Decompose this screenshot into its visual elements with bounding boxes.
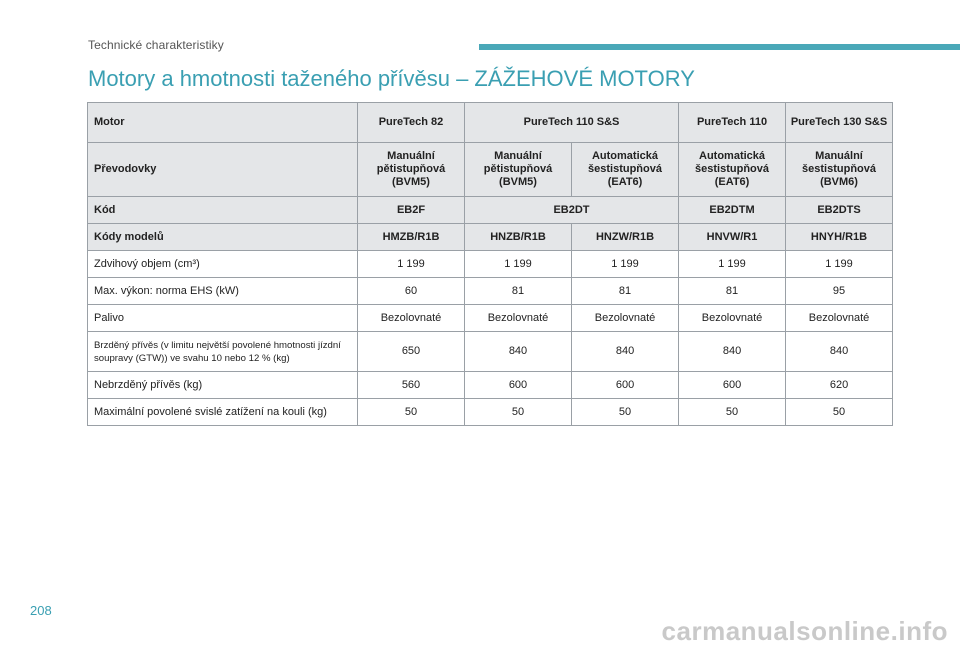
table-row xyxy=(88,278,893,305)
motor-cell: PureTech 130 S&S xyxy=(786,103,893,143)
table-cell: 81 xyxy=(572,278,679,305)
table-cell: 50 xyxy=(358,399,465,426)
table-cell: 50 xyxy=(572,399,679,426)
row-label: Převodovky xyxy=(88,143,358,197)
model-code-cell: HNVW/R1 xyxy=(679,224,786,251)
gearbox-cell: Automatická šestistupňová (EAT6) xyxy=(572,143,679,197)
table-cell: 840 xyxy=(679,332,786,372)
row-label: Motor xyxy=(88,103,358,143)
motor-cell: PureTech 110 xyxy=(679,103,786,143)
table-cell: Bezolovnaté xyxy=(465,305,572,332)
motor-cell: PureTech 110 S&S xyxy=(465,103,679,143)
watermark: carmanualsonline.info xyxy=(661,616,948,646)
table-cell: Bezolovnaté xyxy=(572,305,679,332)
table-cell: 81 xyxy=(679,278,786,305)
table-row xyxy=(88,251,893,278)
table-row-code xyxy=(88,197,893,224)
table-cell: 95 xyxy=(786,278,893,305)
table-cell: 600 xyxy=(679,372,786,399)
table-cell: Bezolovnaté xyxy=(786,305,893,332)
row-label: Zdvihový objem (cm³) xyxy=(88,251,358,278)
table-row-motor xyxy=(88,103,893,143)
table-cell: 600 xyxy=(465,372,572,399)
table-row-model-codes xyxy=(88,224,893,251)
top-accent-bar xyxy=(479,44,960,50)
model-code-cell: HNZW/R1B xyxy=(572,224,679,251)
row-label: Maximální povolené svislé zatížení na kouli (kg) xyxy=(88,399,358,426)
table-cell: 840 xyxy=(465,332,572,372)
table-cell: 81 xyxy=(465,278,572,305)
motor-cell: PureTech 82 xyxy=(358,103,465,143)
code-cell: EB2DTM xyxy=(679,197,786,224)
table-cell: Bezolovnaté xyxy=(358,305,465,332)
gearbox-cell: Manuální šestistupňová (BVM6) xyxy=(786,143,893,197)
table-cell: 1 199 xyxy=(786,251,893,278)
table-cell: 1 199 xyxy=(465,251,572,278)
table-row xyxy=(88,305,893,332)
table-cell: Bezolovnaté xyxy=(679,305,786,332)
gearbox-cell: Manuální pětistupňová (BVM5) xyxy=(465,143,572,197)
table-cell: 840 xyxy=(786,332,893,372)
page-number: 208 xyxy=(30,603,52,618)
table-row xyxy=(88,332,893,372)
table-cell: 1 199 xyxy=(572,251,679,278)
table-row xyxy=(88,372,893,399)
table-cell: 840 xyxy=(572,332,679,372)
gearbox-cell: Automatická šestistupňová (EAT6) xyxy=(679,143,786,197)
table-cell: 50 xyxy=(786,399,893,426)
table-cell: 50 xyxy=(465,399,572,426)
code-cell: EB2DTS xyxy=(786,197,893,224)
code-cell: EB2DT xyxy=(465,197,679,224)
engine-spec-table xyxy=(87,102,893,426)
table-cell: 60 xyxy=(358,278,465,305)
model-code-cell: HNZB/R1B xyxy=(465,224,572,251)
table-cell: 600 xyxy=(572,372,679,399)
row-label: Palivo xyxy=(88,305,358,332)
model-code-cell: HNYH/R1B xyxy=(786,224,893,251)
table-cell: 1 199 xyxy=(358,251,465,278)
section-label: Technické charakteristiky xyxy=(88,38,224,52)
table-cell: 650 xyxy=(358,332,465,372)
row-label: Nebrzděný přívěs (kg) xyxy=(88,372,358,399)
row-label-cell xyxy=(88,332,358,372)
row-label: Kód xyxy=(88,197,358,224)
table-cell: 50 xyxy=(679,399,786,426)
row-label: Kódy modelů xyxy=(88,224,358,251)
table-cell: 1 199 xyxy=(679,251,786,278)
row-label: Max. výkon: norma EHS (kW) xyxy=(88,278,358,305)
row-label: Brzděný přívěs (v limitu největší povolené hmotnosti jízdní soupravy (GTW)) ve svahu 10 nebo 12 % (kg) xyxy=(94,339,341,364)
table-row-gearbox xyxy=(88,143,893,197)
model-code-cell: HMZB/R1B xyxy=(358,224,465,251)
gearbox-cell: Manuální pětistupňová (BVM5) xyxy=(358,143,465,197)
page-title: Motory a hmotnosti taženého přívěsu – ZÁŽEHOVÉ MOTORY xyxy=(88,66,695,91)
table-row xyxy=(88,399,893,426)
table-cell: 620 xyxy=(786,372,893,399)
table-cell: 560 xyxy=(358,372,465,399)
code-cell: EB2F xyxy=(358,197,465,224)
